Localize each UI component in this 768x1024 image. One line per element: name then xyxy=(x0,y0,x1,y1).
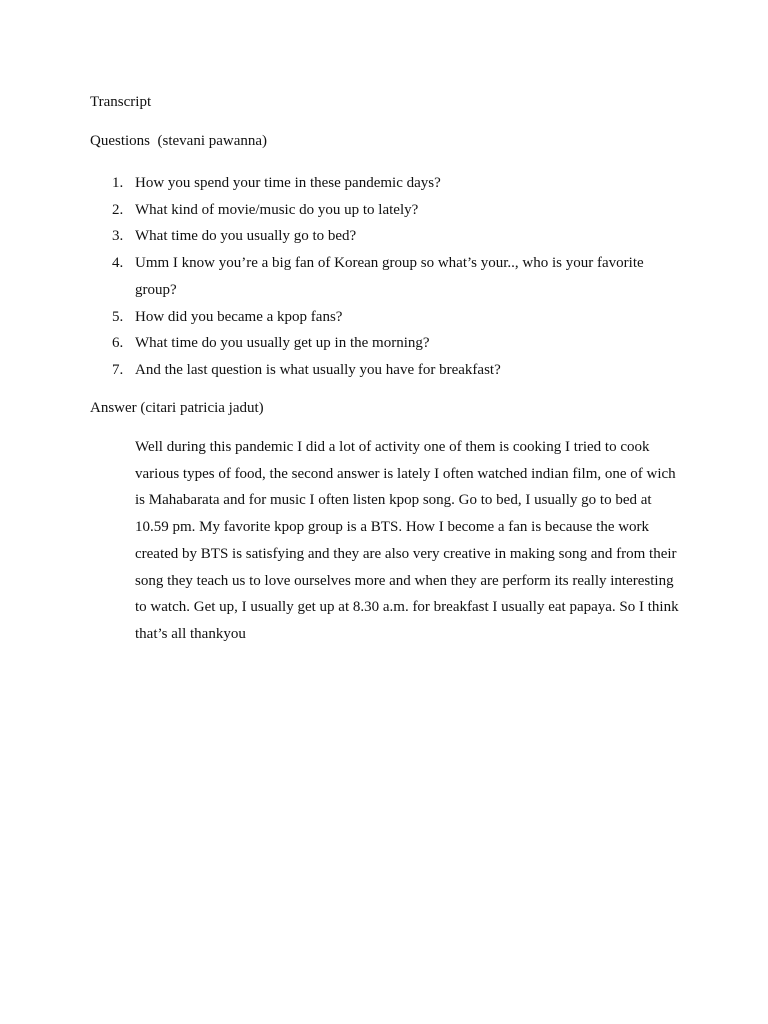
question-text: What time do you usually go to bed? xyxy=(135,228,357,245)
question-item xyxy=(90,197,680,224)
question-list xyxy=(90,170,680,384)
question-text: What kind of movie/music do you up to lately? xyxy=(135,201,419,218)
question-item xyxy=(90,357,680,384)
question-number: 4. xyxy=(112,255,124,272)
question-text: Umm I know you’re a big fan of Korean group so what’s your.., who is your favorite group? xyxy=(135,255,644,298)
question-item xyxy=(90,250,680,303)
question-item xyxy=(90,330,680,357)
question-number: 3. xyxy=(112,228,124,245)
question-number: 2. xyxy=(112,201,124,218)
answer-heading: Answer (citari patricia jadut) xyxy=(90,400,264,416)
question-text: And the last question is what usually you have for breakfast? xyxy=(135,361,501,378)
question-number: 7. xyxy=(112,361,124,378)
question-text: How did you became a kpop fans? xyxy=(135,308,343,325)
question-item xyxy=(90,304,680,331)
questions-heading: Questions (stevani pawanna) xyxy=(90,133,268,149)
question-number: 1. xyxy=(112,175,124,191)
document-title: Transcript xyxy=(90,94,152,110)
question-number: 5. xyxy=(112,308,124,325)
question-number: 6. xyxy=(112,335,124,352)
question-item xyxy=(90,170,680,197)
question-item xyxy=(90,223,680,250)
answer-paragraph: Well during this pandemic I did a lot of activity one of them is cooking I tried to cook various types of food, the second answer is lately I often watched indian film, one of wich is Mahabarata and for music I often listen kpop song. Go to bed, I usually go to bed at 10.59 pm. My favorite kpop group is a BTS. How I become a fan is because the work created by BTS is satisfying and they are also very creative in making song and from their song they teach us to love ourselves more and when they are perform its really interesting to watch. Get up, I usually get up at 8.30 a.m. for breakfast I usually eat papaya. So I think that’s all thankyou xyxy=(135,439,679,642)
question-text: How you spend your time in these pandemic days? xyxy=(135,175,441,191)
question-text: What time do you usually get up in the morning? xyxy=(135,335,430,352)
